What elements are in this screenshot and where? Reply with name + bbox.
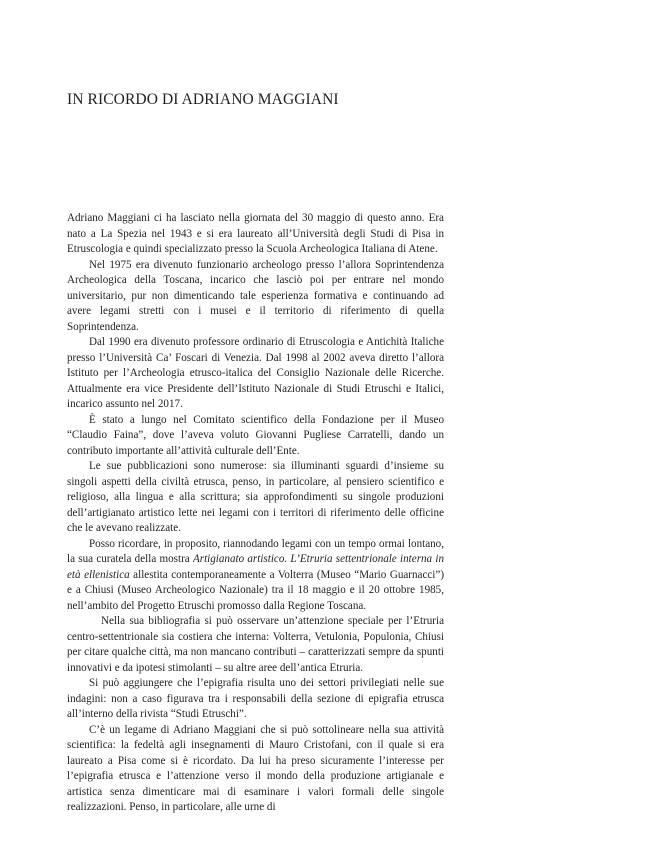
- body-paragraph: [67, 335, 444, 413]
- body-paragraph: [67, 459, 444, 537]
- paragraph-text: Adriano Maggiani ci ha lasciato nella giornata del 30 maggio di questo anno. Era nato a La Spezia nel 1943 e si era laureato all’Università degli Studi di Pisa in Etruscologia e quindi specializzato presso la Scuola Archeologica Italiana di Atene.: [67, 212, 444, 255]
- body-paragraph: [67, 537, 444, 615]
- body-paragraph: [67, 723, 444, 816]
- article-body: [67, 211, 444, 816]
- body-paragraph: [67, 258, 444, 336]
- page-title: IN RICORDO DI ADRIANO MAGGIANI: [67, 91, 339, 108]
- paragraph-text: Nel 1975 era divenuto funzionario archeologo presso l’allora Soprintendenza Archeologica della Toscana, incarico che lasciò poi per entrare nel mondo universitario, pur non dimenticando tale esperienza formativa e continuando ad avere legami stretti con i musei e il territorio di riferimento di quella Soprintendenza.: [67, 258, 444, 333]
- body-paragraph: [67, 413, 444, 460]
- paragraph-text: Si può aggiungere che l’epigrafia risulta uno dei settori privilegiati nelle sue indagini: non a caso figurava tra i responsabili della sezione di epigrafia etrusca all’interno della rivista “Studi Etruschi”.: [67, 677, 444, 720]
- body-paragraph: [67, 676, 444, 723]
- body-paragraph: [67, 614, 444, 676]
- paragraph-text: allestita contemporaneamente a Volterra (Museo “Mario Guarnacci”) e a Chiusi (Museo Archeologico Nazionale) tra il 18 maggio e il 20 ottobre 1985, nell’ambito del Progetto Etruschi promosso dalla Regione Toscana.: [67, 568, 445, 612]
- paragraph-text: Dal 1990 era divenuto professore ordinario di Etruscologia e Antichità Italiche presso l’Università Ca’ Foscari di Venezia. Dal 1998 al 2002 aveva diretto l’allora Istituto per l’Archeologia etrusco-italica del Consiglio Nazionale delle Ricerche. Attualmente era vice Presidente dell’Istituto Nazionale di Studi Etruschi e Italici, incarico assunto nel 2017.: [67, 336, 444, 410]
- paragraph-text: Posso ricordare, in proposito, riannodando legami con un tempo ormai lontano, la sua curatela della mostra: [67, 537, 444, 565]
- paragraph-text: C’è un legame di Adriano Maggiani che si può sottolineare nella sua attività scientifica: la fedeltà agli insegnamenti di Mauro Cristofani, con il quale si era laureato a Pisa come si è ricordato. Da lui ha preso sicuramente l’interesse per l’epigrafia etrusca e l’attenzione verso il mondo della produzione artigianale e artistica senza dimenticare mai di esaminare i valori formali delle singole realizzazioni. Penso, in particolare, alle urne di: [67, 723, 444, 813]
- paragraph-text: È stato a lungo nel Comitato scientifico della Fondazione per il Museo “Claudio Faina”, dove l’aveva voluto Giovanni Pugliese Carratelli, dando un contributo importante all’attività culturale dell’Ente.: [67, 413, 444, 457]
- italic-title-text: Artigianato artistico. L’Etruria settentrionale interna in età ellenistica: [67, 553, 444, 581]
- paragraph-text: Le sue pubblicazioni sono numerose: sia illuminanti sguardi d’insieme su singoli aspetti della civiltà etrusca, penso, in particolare, al pensiero scientifico e religioso, alla lingua e alla scrittura; sia approfondimenti su singole produzioni dell’artigianato artistico lette nei legami con i territori di riferimento delle officine che le avevano realizzate.: [67, 460, 444, 534]
- body-paragraph: [67, 211, 444, 258]
- paragraph-text: Nella sua bibliografia si può osservare un’attenzione speciale per l’Etruria centro-settentrionale sia costiera che interna: Volterra, Vetulonia, Populonia, Chiusi per citare qualche città, ma non mancano contributi – caratterizzati sempre da spunti innovativi e da ipotesi stimolanti – su altre aree dell’antica Etruria.: [67, 615, 444, 674]
